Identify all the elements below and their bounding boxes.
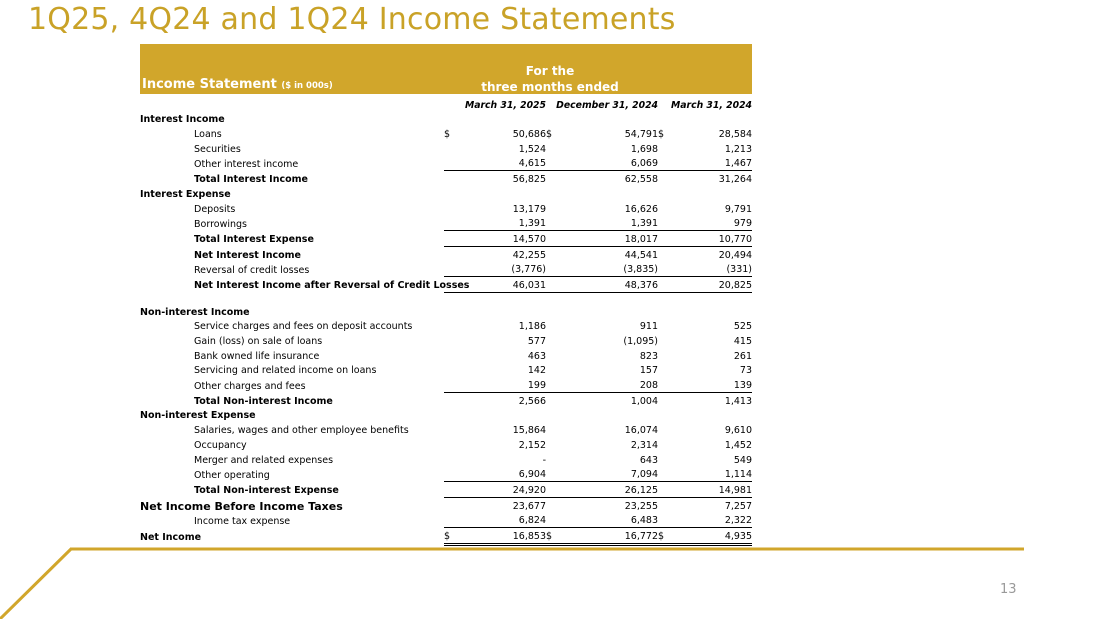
amount-cell: 463 bbox=[527, 350, 546, 362]
currency-symbol bbox=[658, 156, 672, 171]
currency-symbol bbox=[546, 186, 560, 201]
line-item-row bbox=[140, 262, 752, 277]
currency-symbol bbox=[658, 262, 672, 277]
amount-cell: 139 bbox=[672, 377, 752, 392]
row-label: Bank owned life insurance bbox=[194, 350, 320, 362]
row-label: Servicing and related income on loans bbox=[194, 365, 377, 377]
currency-symbol bbox=[658, 497, 672, 512]
amount-cell: 1,391 bbox=[560, 216, 658, 231]
currency-symbol bbox=[444, 231, 458, 247]
amount-cell: 14,570 bbox=[458, 231, 546, 247]
row-label: Income tax expense bbox=[194, 515, 291, 527]
column-header-row bbox=[140, 97, 752, 112]
footer-decoration bbox=[0, 538, 1100, 619]
amount-cell: (3,835) bbox=[560, 262, 658, 277]
row-label: Net Interest Income bbox=[194, 249, 301, 261]
currency-symbol bbox=[444, 422, 458, 437]
currency-symbol bbox=[444, 112, 458, 127]
currency-symbol bbox=[444, 216, 458, 231]
currency-symbol bbox=[658, 363, 672, 378]
row-label: Net Income bbox=[140, 532, 202, 544]
spacer-row bbox=[140, 292, 752, 304]
currency-symbol bbox=[444, 363, 458, 378]
currency-symbol bbox=[658, 186, 672, 201]
currency-symbol bbox=[444, 262, 458, 277]
row-label: Non-interest Income bbox=[140, 306, 250, 318]
currency-symbol bbox=[444, 141, 458, 156]
currency-symbol bbox=[546, 277, 560, 293]
amount-cell: 23,255 bbox=[624, 500, 659, 512]
amount-cell: 13,179 bbox=[512, 203, 546, 215]
amount-cell: 14,981 bbox=[672, 482, 752, 498]
amount-cell bbox=[560, 112, 658, 127]
amount-cell: 7,257 bbox=[724, 500, 753, 512]
amount-cell: 1,524 bbox=[518, 143, 546, 155]
currency-symbol bbox=[444, 156, 458, 171]
currency-symbol bbox=[658, 201, 672, 216]
amount-cell: 979 bbox=[672, 216, 752, 231]
currency-symbol bbox=[444, 452, 458, 467]
amount-cell: 31,264 bbox=[718, 174, 753, 186]
currency-symbol bbox=[546, 452, 560, 467]
amount-cell: 73 bbox=[739, 365, 753, 377]
amount-cell bbox=[672, 408, 752, 423]
currency-symbol: $ bbox=[444, 129, 451, 141]
currency-symbol bbox=[546, 497, 560, 512]
currency-symbol bbox=[658, 333, 672, 348]
amount-cell: 1,114 bbox=[672, 467, 752, 482]
line-item-row bbox=[140, 467, 752, 482]
section-row bbox=[140, 408, 752, 423]
currency-symbol bbox=[546, 112, 560, 127]
amount-cell: 2,314 bbox=[630, 439, 659, 451]
period-heading bbox=[420, 63, 680, 95]
currency-symbol bbox=[658, 422, 672, 437]
amount-cell: 62,558 bbox=[624, 174, 659, 186]
row-label: Other charges and fees bbox=[194, 380, 306, 392]
line-item-row bbox=[140, 363, 752, 378]
amount-cell: 20,494 bbox=[718, 249, 753, 261]
currency-symbol bbox=[444, 437, 458, 452]
amount-cell bbox=[458, 304, 546, 319]
currency-symbol bbox=[658, 277, 672, 293]
currency-symbol: $ bbox=[658, 129, 665, 141]
currency-symbol bbox=[546, 467, 560, 482]
row-label: Total Non-interest Income bbox=[194, 395, 333, 407]
line-item-row bbox=[140, 216, 752, 231]
currency-symbol bbox=[444, 348, 458, 363]
row-label: Borrowings bbox=[194, 218, 247, 230]
amount-cell: 20,825 bbox=[672, 277, 752, 293]
amount-cell: 44,541 bbox=[624, 249, 659, 261]
currency-symbol bbox=[444, 304, 458, 319]
amount-cell: (3,776) bbox=[458, 262, 546, 277]
currency-symbol bbox=[444, 497, 458, 512]
line-item-row bbox=[140, 201, 752, 216]
amount-cell: 2,152 bbox=[518, 439, 546, 451]
currency-symbol bbox=[444, 171, 458, 186]
amount-cell bbox=[672, 304, 752, 319]
line-item-row bbox=[140, 333, 752, 348]
amount-cell bbox=[458, 186, 546, 201]
currency-symbol bbox=[658, 408, 672, 423]
total-row bbox=[140, 231, 752, 247]
row-label: Salaries, wages and other employee benefits bbox=[194, 425, 409, 437]
amount-cell: 16,772 bbox=[560, 528, 658, 545]
currency-symbol bbox=[546, 201, 560, 216]
row-label: Merger and related expenses bbox=[194, 454, 334, 466]
row-label: Other operating bbox=[194, 469, 270, 481]
amount-cell: 46,031 bbox=[458, 277, 546, 293]
currency-symbol bbox=[546, 333, 560, 348]
currency-symbol bbox=[444, 246, 458, 261]
slide-title: 1Q25, 4Q24 and 1Q24 Income Statements bbox=[28, 2, 676, 37]
currency-symbol bbox=[546, 348, 560, 363]
currency-symbol bbox=[546, 231, 560, 247]
amount-cell: 261 bbox=[733, 350, 753, 362]
currency-symbol bbox=[658, 231, 672, 247]
row-label: Occupancy bbox=[194, 439, 247, 451]
amount-cell: 48,376 bbox=[560, 277, 658, 293]
amount-cell bbox=[458, 112, 546, 127]
currency-symbol bbox=[444, 408, 458, 423]
currency-symbol bbox=[658, 304, 672, 319]
currency-symbol: $ bbox=[546, 129, 553, 141]
currency-symbol bbox=[444, 333, 458, 348]
row-label: Securities bbox=[194, 143, 241, 155]
currency-symbol bbox=[444, 482, 458, 498]
currency-symbol bbox=[658, 348, 672, 363]
amount-cell: 26,125 bbox=[560, 482, 658, 498]
amount-cell bbox=[560, 304, 658, 319]
currency-symbol bbox=[546, 393, 560, 408]
currency-symbol bbox=[444, 186, 458, 201]
amount-cell: 24,920 bbox=[458, 482, 546, 498]
currency-symbol: $ bbox=[658, 528, 672, 545]
line-item-row bbox=[140, 319, 752, 334]
currency-symbol bbox=[546, 377, 560, 392]
amount-cell: 1,004 bbox=[630, 395, 659, 407]
currency-symbol bbox=[546, 363, 560, 378]
currency-symbol bbox=[658, 482, 672, 498]
amount-cell bbox=[672, 186, 752, 201]
total-row bbox=[140, 497, 752, 512]
amount-cell: 4,935 bbox=[672, 528, 752, 545]
row-label: Non-interest Expense bbox=[140, 410, 256, 422]
row-label: Net Interest Income after Reversal of Credit Losses bbox=[194, 280, 470, 292]
currency-symbol bbox=[546, 216, 560, 231]
amount-cell bbox=[560, 408, 658, 423]
row-label: Total Interest Expense bbox=[194, 234, 314, 246]
currency-symbol bbox=[546, 319, 560, 334]
total-row bbox=[140, 171, 752, 186]
total-row bbox=[140, 246, 752, 261]
amount-cell: 199 bbox=[458, 377, 546, 392]
amount-cell: 823 bbox=[639, 350, 659, 362]
currency-symbol bbox=[658, 112, 672, 127]
amount-cell bbox=[458, 408, 546, 423]
column-header-1q25: March 31, 2025 bbox=[464, 99, 546, 111]
amount-cell bbox=[560, 186, 658, 201]
row-label: Total Non-interest Expense bbox=[194, 485, 339, 497]
amount-cell: 2,322 bbox=[672, 513, 752, 528]
currency-symbol bbox=[546, 513, 560, 528]
amount-cell: 525 bbox=[733, 321, 753, 333]
amount-cell: 9,791 bbox=[724, 203, 753, 215]
period-line-2: three months ended bbox=[481, 80, 619, 94]
amount-cell: 16,853 bbox=[458, 528, 546, 545]
currency-symbol bbox=[444, 467, 458, 482]
total-row bbox=[140, 393, 752, 408]
column-header-1q24: March 31, 2024 bbox=[670, 99, 753, 111]
amount-cell: 4,615 bbox=[458, 156, 546, 171]
row-label: Reversal of credit losses bbox=[194, 264, 310, 276]
amount-cell: 157 bbox=[639, 365, 659, 377]
amount-cell: 56,825 bbox=[512, 174, 546, 186]
currency-symbol bbox=[444, 319, 458, 334]
line-item-row bbox=[140, 156, 752, 171]
amount-cell: 50,686 bbox=[512, 129, 546, 141]
currency-symbol bbox=[444, 201, 458, 216]
currency-symbol bbox=[658, 437, 672, 452]
amount-cell: 1,213 bbox=[724, 143, 753, 155]
currency-symbol: $ bbox=[546, 528, 560, 545]
row-label: Interest Income bbox=[140, 114, 225, 126]
amount-cell: 7,094 bbox=[560, 467, 658, 482]
total-row bbox=[140, 482, 752, 498]
amount-cell: 18,017 bbox=[560, 231, 658, 247]
statement-title bbox=[142, 77, 333, 92]
row-label: Deposits bbox=[194, 203, 236, 215]
currency-symbol bbox=[658, 171, 672, 186]
amount-cell: 6,824 bbox=[458, 513, 546, 528]
currency-symbol bbox=[658, 319, 672, 334]
line-item-row bbox=[140, 377, 752, 392]
column-header-4q24: December 31, 2024 bbox=[556, 99, 659, 111]
line-item-row bbox=[140, 422, 752, 437]
currency-symbol bbox=[658, 246, 672, 261]
currency-symbol bbox=[546, 171, 560, 186]
currency-symbol bbox=[658, 513, 672, 528]
currency-symbol bbox=[546, 156, 560, 171]
amount-cell: 1,391 bbox=[458, 216, 546, 231]
currency-symbol bbox=[658, 393, 672, 408]
footer-slant bbox=[0, 549, 71, 619]
amount-cell: 6,904 bbox=[458, 467, 546, 482]
amount-cell: 2,566 bbox=[518, 395, 546, 407]
amount-cell: 911 bbox=[639, 321, 659, 333]
row-label: Loans bbox=[194, 129, 222, 141]
amount-cell: 208 bbox=[560, 377, 658, 392]
amount-cell: 643 bbox=[639, 454, 659, 466]
currency-symbol: $ bbox=[444, 528, 458, 545]
currency-symbol bbox=[658, 377, 672, 392]
amount-cell: (1,095) bbox=[623, 336, 659, 347]
currency-symbol bbox=[658, 467, 672, 482]
currency-symbol bbox=[546, 262, 560, 277]
table-header-band bbox=[140, 44, 752, 94]
row-label: Net Income Before Income Taxes bbox=[140, 499, 343, 513]
amount-cell: 415 bbox=[733, 336, 753, 347]
amount-cell: 549 bbox=[733, 454, 753, 466]
currency-symbol bbox=[546, 246, 560, 261]
currency-symbol bbox=[546, 437, 560, 452]
page-number: 13 bbox=[1000, 582, 1017, 597]
section-row bbox=[140, 112, 752, 127]
amount-cell: 23,677 bbox=[512, 500, 546, 512]
currency-symbol bbox=[658, 216, 672, 231]
currency-symbol bbox=[546, 141, 560, 156]
row-label: Other interest income bbox=[194, 158, 299, 170]
amount-cell: 1,698 bbox=[630, 143, 659, 155]
currency-symbol bbox=[658, 141, 672, 156]
amount-cell: 1,186 bbox=[518, 321, 546, 333]
amount-cell: 28,584 bbox=[718, 129, 753, 141]
currency-symbol bbox=[546, 422, 560, 437]
currency-symbol bbox=[444, 513, 458, 528]
line-item-row bbox=[140, 141, 752, 156]
amount-cell: 142 bbox=[527, 365, 546, 377]
amount-cell: 1,452 bbox=[724, 439, 753, 451]
line-item-row bbox=[140, 452, 752, 467]
amount-cell bbox=[672, 112, 752, 127]
amount-cell: 16,074 bbox=[624, 425, 659, 437]
amount-cell: 6,069 bbox=[560, 156, 658, 171]
income-statement-table bbox=[140, 97, 752, 546]
line-item-row bbox=[140, 437, 752, 452]
amount-cell: 1,467 bbox=[672, 156, 752, 171]
amount-cell: 16,626 bbox=[624, 203, 659, 215]
period-line-1: For the bbox=[525, 64, 575, 78]
currency-symbol bbox=[444, 377, 458, 392]
statement-title-text: Income Statement bbox=[142, 77, 277, 92]
line-item-row bbox=[140, 513, 752, 528]
amount-cell: 10,770 bbox=[672, 231, 752, 247]
total-row bbox=[140, 277, 752, 293]
amount-cell: 9,610 bbox=[724, 425, 753, 437]
amount-cell: 42,255 bbox=[512, 249, 546, 261]
amount-cell: (331) bbox=[672, 262, 752, 277]
currency-symbol bbox=[546, 304, 560, 319]
amount-cell: 15,864 bbox=[512, 425, 546, 437]
amount-cell: 1,413 bbox=[724, 395, 753, 407]
amount-cell: 6,483 bbox=[560, 513, 658, 528]
line-item-row bbox=[140, 126, 752, 141]
row-label: Service charges and fees on deposit accounts bbox=[194, 321, 413, 333]
currency-symbol bbox=[658, 452, 672, 467]
section-row bbox=[140, 304, 752, 319]
line-item-row bbox=[140, 348, 752, 363]
currency-symbol bbox=[444, 393, 458, 408]
currency-symbol bbox=[546, 408, 560, 423]
section-row bbox=[140, 186, 752, 201]
amount-cell: - bbox=[542, 454, 546, 466]
amount-cell: 54,791 bbox=[624, 129, 659, 141]
row-label: Total Interest Income bbox=[194, 174, 308, 186]
row-label: Interest Expense bbox=[140, 188, 231, 200]
row-label: Gain (loss) on sale of loans bbox=[194, 336, 323, 347]
statement-unit: ($ in 000s) bbox=[281, 81, 333, 91]
amount-cell: 577 bbox=[527, 336, 546, 347]
currency-symbol bbox=[546, 482, 560, 498]
